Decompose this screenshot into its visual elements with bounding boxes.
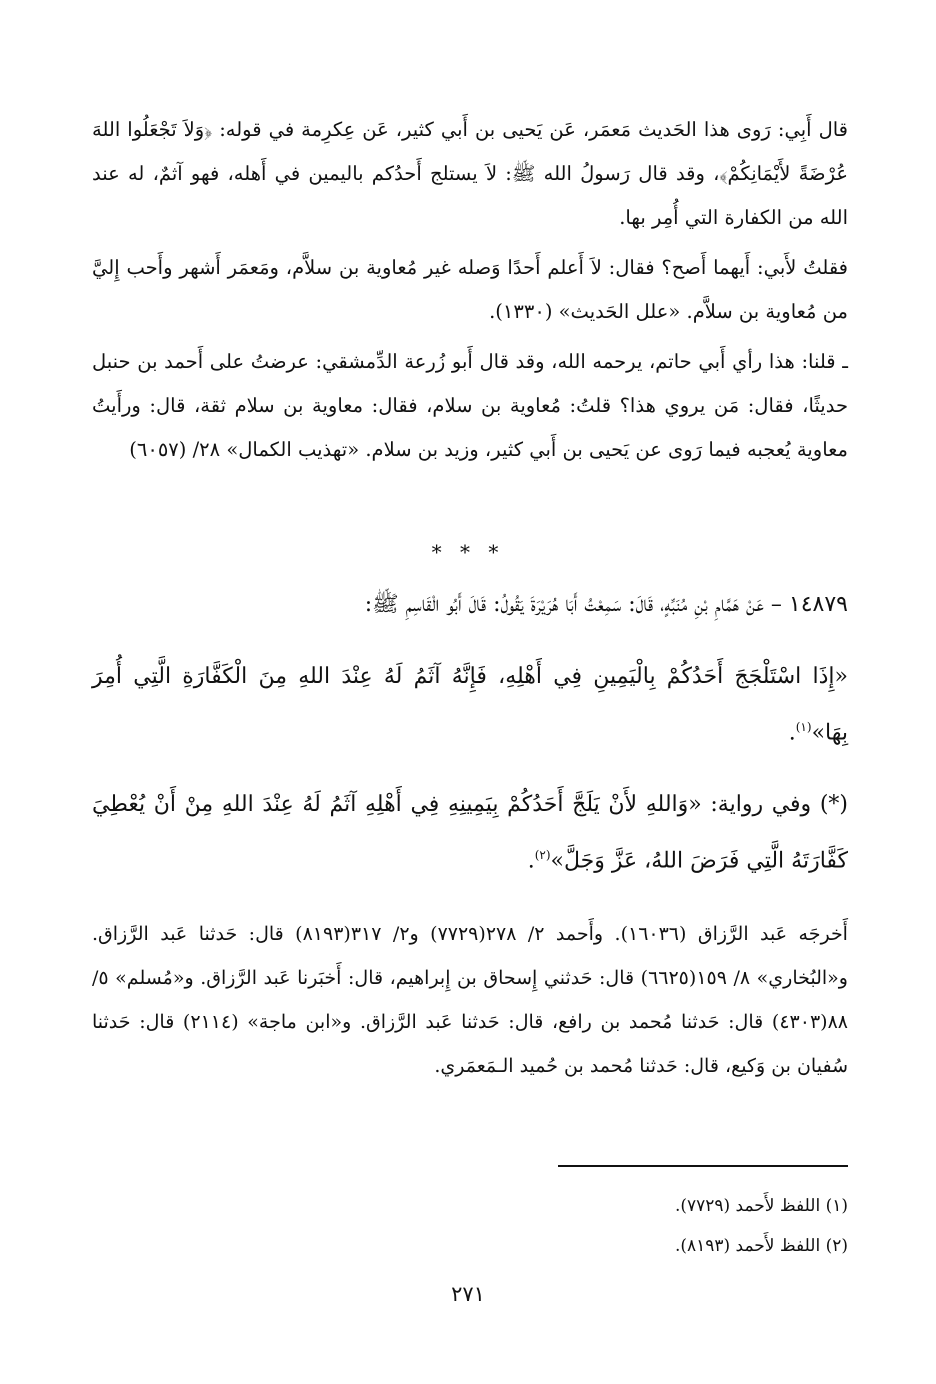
hadith-text: «إِذَا اسْتَلْجَجَ أَحَدُكُمْ بِالْيَمِينِ فِي أَهْلِهِ، فَإِنَّهُ آثَمُ لَهُ عِنْدَ اللهِ مِنَ الْكَفَّارَةِ الَّتِي أُمِرَ بِهَا»$^{(١)}$. — [92, 664, 848, 746]
intro-paragraph-1: قال أَبِي: رَوى هذا الحَديث مَعمَر، عَن يَحيى بن أَبي كثير، عَن عِكرِمة في قوله: ﴿وَلاَ تَجْعَلُوا اللهَ عُرْضَةً لأَيْمَانِكُمْ﴾، وقد قال رَسولُ الله ﷺ: لاَ يستلج أَحدُكم باليمين في أَهله، فهو آثمٌ، له عند الله من الكفارة التي أُمِر بها. — [92, 118, 849, 229]
intro-section — [92, 108, 848, 478]
footnotes — [92, 1186, 848, 1266]
hadith-chain — [92, 580, 848, 630]
hadith-variant: (*) وفي رواية: «وَاللهِ لأَنْ يَلَجَّ أَحَدُكُمْ بِيَمِينِهِ فِي أَهْلِهِ آثَمُ لَهُ عِنْدَ اللهِ مِنْ أَنْ يُعْطِيَ كَفَّارَتَهُ الَّتِي فَرَضَ اللهُ، عَزَّ وَجَلَّ»$^{(٢)}$. — [92, 792, 848, 874]
footnote-2: (٢) اللفظ لأَحمد (٨١٩٣). — [674, 1236, 848, 1256]
intro-paragraph-2: فقلتُ لأَبي: أَيهما أَصح؟ فقال: لاَ أَعلم أَحدًا وَصله غير مُعاوية بن سلاَّم، ومَعمَر أَشهر وأَحب إِليَّ من مُعاوية بن سلاَّم. «علل الحَديث» (١٣٣٠). — [92, 256, 848, 323]
takhrij-section — [92, 912, 848, 1088]
footnote-divider — [558, 1165, 848, 1167]
intro-paragraph-3: ـ قلنا: هذا رأي أَبي حاتم، يرحمه الله، وقد قال أَبو زُرعة الدِّمشقي: عرضتُ على أَحمد بن حنبل حديثًا، فقال: مَن يروي هذا؟ قلتُ: مُعاوية بن سلام، فقال: معاوية بن سلام ثقة، قال: ورأَيتُ معاوية يُعجبه فيما رَوى عن يَحيى بن أَبي كثير، وزيد بن سلام. «تهذيب الكمال» ٢٨/ (٦٠٥٧) — [92, 350, 848, 461]
hadith-variant-text: (*) وفي رواية: «وَاللهِ لأَنْ يَلَجَّ أَحَدُكُمْ بِيَمِينِهِ فِي أَهْلِهِ آثَمُ لَهُ عِنْدَ اللهِ مِنْ أَنْ يُعْطِيَ كَفَّارَتَهُ الَّتِي فَرَضَ اللهُ، عَزَّ وَجَلَّ» — [92, 792, 848, 874]
hadith-matn: «إِذَا اسْتَلْجَجَ أَحَدُكُمْ بِالْيَمِينِ فِي أَهْلِهِ، فَإِنَّهُ آثَمُ لَهُ عِنْدَ اللهِ مِنَ الْكَفَّارَةِ الَّتِي أُمِرَ بِهَا» — [92, 664, 848, 746]
hadith-section — [92, 580, 848, 887]
footnote-ref-1: (١) — [795, 720, 812, 734]
takhrij-paragraph: أَخرجَه عَبد الرَّزاق (١٦٠٣٦). وأَحمد ٢/ ٢٧٨(٧٧٢٩) و٢/ ٣١٧(٨١٩٣) قال: حَدثنا عَبد الرَّزاق. و«البُخاري» ٨/ ١٥٩(٦٦٢٥) قال: حَدثني إِسحاق بن إِبراهيم، قال: أَخبَرنا عَبد الرَّزاق. و«مُسلم» ٥/ ٨٨(٤٣٠٣) قال: حَدثنا مُحمد بن رافع، قال: حَدثنا عَبد الرَّزاق. و«ابن ماجة» (٢١١٤) قال: حَدثنا سُفيان بن وَكيع، قال: حَدثنا مُحمد بن حُميد الـمَعمَري. — [92, 923, 848, 1077]
hadith-number: ١٤٨٧٩ — [788, 592, 848, 617]
hadith-chain-text: – عَنْ هَمَّامِ بْنِ مُنَبِّهٍ، قَالَ: سَمِعْتُ أَبَا هُرَيْرَةَ يَقُولُ: قَالَ أَبُو الْقَاسِمِ ﷺ: — [364, 592, 782, 617]
footnote-ref-2: (٢) — [534, 848, 551, 863]
section-separator: * * * — [431, 540, 505, 564]
footnote-1: (١) اللفظ لأَحمد (٧٧٢٩). — [674, 1196, 848, 1216]
page-number: ٢٧١ — [451, 1282, 485, 1306]
